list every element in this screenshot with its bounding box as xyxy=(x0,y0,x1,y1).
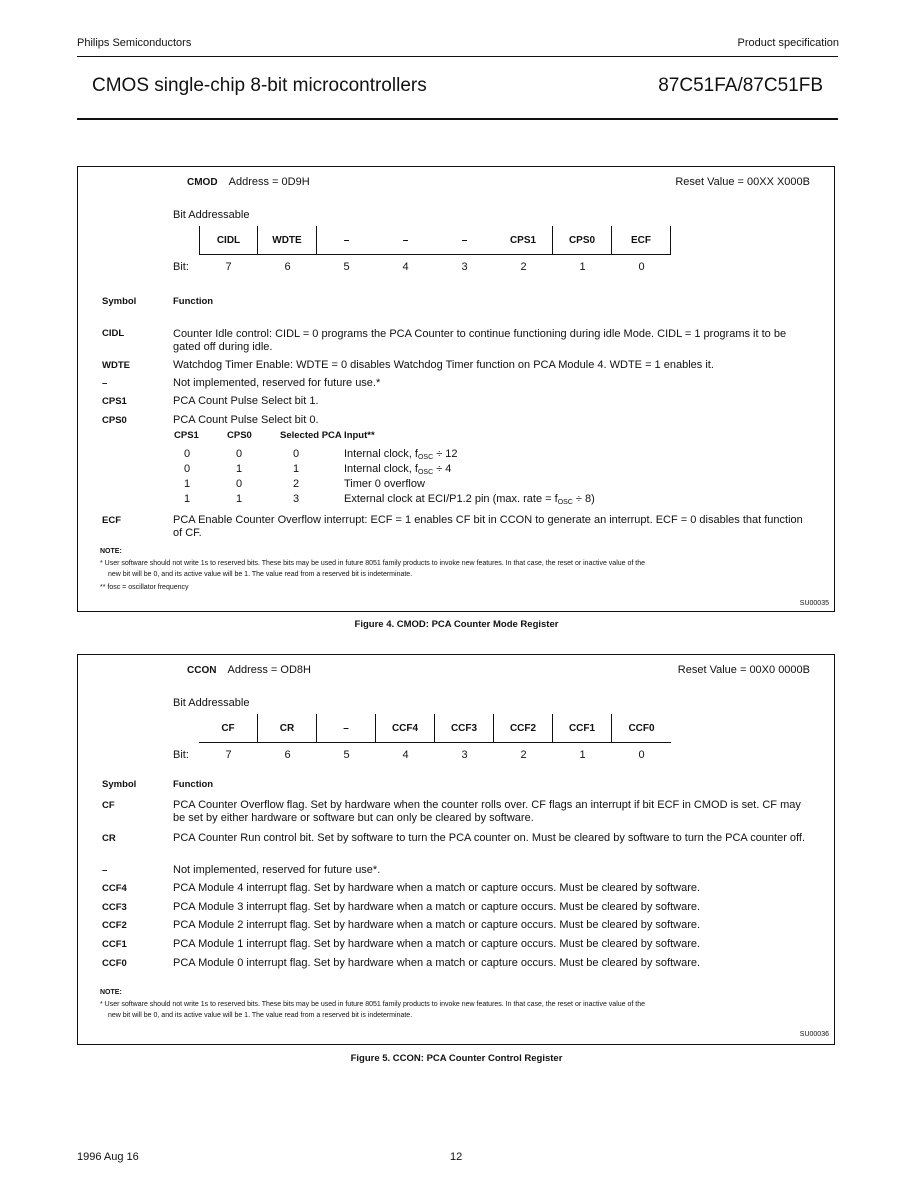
function-ccf3: PCA Module 3 interrupt flag. Set by hardware when a match or capture occurs. Must be cleared by software. xyxy=(173,901,701,913)
bit-number: 2 xyxy=(520,749,527,761)
bit-number: 3 xyxy=(461,749,468,761)
header-rule-bottom xyxy=(77,118,838,120)
bit-cell: CCF4 xyxy=(376,714,435,742)
bit-number: 0 xyxy=(638,749,645,761)
symbol-cps0: CPS0 xyxy=(102,415,127,426)
bit-addressable-label: Bit Addressable xyxy=(173,209,250,221)
note-title: NOTE: xyxy=(100,989,122,996)
register-header xyxy=(187,664,311,676)
note-2: ** fosc = oscillator frequency xyxy=(100,584,189,591)
note-1-cont: new bit will be 0, and its active value will be 1. The value read from a reserved bit is indeterminate. xyxy=(108,571,413,578)
bit-cell: CIDL xyxy=(199,226,258,254)
function-wdte: Watchdog Timer Enable: WDTE = 0 disables Watchdog Timer function on PCA Module 4. WDTE = 1 enables it. xyxy=(173,359,714,371)
figure-ccon xyxy=(77,654,835,1045)
page-number: 12 xyxy=(450,1151,463,1163)
register-bit-row xyxy=(199,226,671,255)
bit-label: Bit: xyxy=(173,261,189,273)
bit-cell: – xyxy=(317,714,376,742)
bit-cell: – xyxy=(343,234,350,246)
symbol-header: Symbol xyxy=(102,296,137,307)
bit-cell: CF xyxy=(199,714,258,742)
doc-type: Product specification xyxy=(737,37,839,49)
symbol-ccf3: CCF3 xyxy=(102,902,127,913)
cps-cell: 3 xyxy=(293,493,300,505)
bit-label: Bit: xyxy=(173,749,189,761)
reset-value: Reset Value = 00XX X000B xyxy=(675,176,810,188)
bit-number: 4 xyxy=(402,749,409,761)
figure-code: SU00035 xyxy=(799,600,829,607)
bit-cell: CR xyxy=(258,714,317,742)
function-cps1: PCA Count Pulse Select bit 1. xyxy=(173,395,319,407)
bit-cell: CPS0 xyxy=(553,226,612,254)
symbol-wdte: WDTE xyxy=(102,360,130,371)
cps-cell: 1 xyxy=(184,478,191,490)
cps-desc: Timer 0 overflow xyxy=(344,478,425,490)
cps-cell: 0 xyxy=(184,463,191,475)
bit-number: 5 xyxy=(343,261,350,273)
cps-cell: 1 xyxy=(293,463,300,475)
header-rule-top xyxy=(77,56,838,57)
cps-table-header-cps0: CPS0 xyxy=(227,430,252,441)
function-cf: PCA Counter Overflow flag. Set by hardware when the counter rolls over. CF flags an interrupt if bit ECF in CMOD is set. CF may be set by either hardware or software but can only be cleared by software. xyxy=(173,799,801,824)
bit-number: 3 xyxy=(461,261,468,273)
symbol-cps1: CPS1 xyxy=(102,396,127,407)
register-name: CCON xyxy=(187,665,217,676)
symbol-cf: CF xyxy=(102,800,115,811)
footer-date: 1996 Aug 16 xyxy=(77,1151,139,1163)
function-header: Function xyxy=(173,779,214,790)
bit-number: 1 xyxy=(579,749,586,761)
function-cps0: PCA Count Pulse Select bit 0. xyxy=(173,414,319,426)
cps-desc: Internal clock, $f_{OSC} \div 4$ xyxy=(344,463,452,476)
bit-number: 0 xyxy=(638,261,645,273)
function-cidl: Counter Idle control: CIDL = 0 programs the PCA Counter to continue functioning during idle Mode. CIDL = 1 programs it to be gated off during idle. xyxy=(173,328,787,353)
function-reserved: Not implemented, reserved for future use*. xyxy=(173,864,381,876)
symbol-ccf2: CCF2 xyxy=(102,920,127,931)
bit-cell: – xyxy=(402,234,409,246)
function-ccf2: PCA Module 2 interrupt flag. Set by hardware when a match or capture occurs. Must be cleared by software. xyxy=(173,919,701,931)
cps-cell: 1 xyxy=(236,463,243,475)
bit-number-row xyxy=(199,749,671,761)
function-ccf4: PCA Module 4 interrupt flag. Set by hardware when a match or capture occurs. Must be cleared by software. xyxy=(173,882,701,894)
bit-number: 7 xyxy=(225,261,232,273)
function-reserved: Not implemented, reserved for future use.* xyxy=(173,377,381,389)
figure-4-caption: Figure 4. CMOD: PCA Counter Mode Register xyxy=(354,619,559,630)
bit-addressable-label: Bit Addressable xyxy=(173,697,250,709)
cps-desc: External clock at ECI/P1.2 pin (max. rate = $f_{OSC} \div 8$) xyxy=(344,493,595,506)
register-address: Address = 0D9H xyxy=(228,176,310,188)
note-1-cont: new bit will be 0, and its active value will be 1. The value read from a reserved bit is indeterminate. xyxy=(108,1012,413,1019)
bit-cell: ECF xyxy=(612,226,671,254)
symbol-reserved: – xyxy=(102,865,108,876)
symbol-reserved: – xyxy=(102,378,108,389)
cps-table-header-cps1: CPS1 xyxy=(174,430,199,441)
bit-number: 6 xyxy=(284,749,291,761)
function-header: Function xyxy=(173,296,214,307)
cps-cell: 0 xyxy=(236,448,243,460)
symbol-ccf1: CCF1 xyxy=(102,939,127,950)
symbol-cidl: CIDL xyxy=(102,328,125,339)
bit-number: 5 xyxy=(343,749,350,761)
bit-cell: CCF3 xyxy=(435,714,494,742)
register-address: Address = OD8H xyxy=(227,664,311,676)
register-header xyxy=(187,176,310,188)
bit-cell: – xyxy=(461,234,468,246)
note-1: * User software should not write 1s to reserved bits. These bits may be used in future 8051 family products to invoke new features. In that case, the reset or inactive value of the xyxy=(100,560,645,567)
bit-cell: WDTE xyxy=(258,226,317,254)
page-title: CMOS single-chip 8-bit microcontrollers xyxy=(92,75,427,96)
part-number: 87C51FA/87C51FB xyxy=(658,75,823,96)
bit-number: 2 xyxy=(520,261,527,273)
function-ecf: PCA Enable Counter Overflow interrupt: ECF = 1 enables CF bit in CCON to generate an interrupt. ECF = 0 disables that function of CF. xyxy=(173,514,803,539)
bit-number: 7 xyxy=(225,749,232,761)
function-ccf0: PCA Module 0 interrupt flag. Set by hardware when a match or capture occurs. Must be cleared by software. xyxy=(173,957,701,969)
cps-cell: 0 xyxy=(184,448,191,460)
figure-code: SU00036 xyxy=(799,1031,829,1038)
bit-cell: CPS1 xyxy=(494,226,553,254)
cps-cell: 0 xyxy=(236,478,243,490)
note-title: NOTE: xyxy=(100,548,122,555)
figure-5-caption: Figure 5. CCON: PCA Counter Control Register xyxy=(350,1053,563,1064)
symbol-header: Symbol xyxy=(102,779,137,790)
note-1: * User software should not write 1s to reserved bits. These bits may be used in future 8051 family products to invoke new features. In that case, the reset or inactive value of the xyxy=(100,1001,645,1008)
reset-value: Reset Value = 00X0 0000B xyxy=(677,664,810,676)
bit-cell: CCF0 xyxy=(628,722,655,734)
cps-table-header-input: Selected PCA Input** xyxy=(280,430,375,441)
cps-desc: Internal clock, $f_{OSC} \div 12$ xyxy=(344,448,458,461)
bit-number: 6 xyxy=(284,261,291,273)
cps-cell: 1 xyxy=(184,493,191,505)
register-bit-row xyxy=(199,714,671,743)
symbol-ecf: ECF xyxy=(102,515,121,526)
company-name: Philips Semiconductors xyxy=(77,37,192,49)
cps-cell: 2 xyxy=(293,478,300,490)
cps-cell: 0 xyxy=(293,448,300,460)
cps-cell: 1 xyxy=(236,493,243,505)
bit-number-row xyxy=(199,261,671,273)
bit-cell: CCF2 xyxy=(494,714,553,742)
symbol-ccf4: CCF4 xyxy=(102,883,127,894)
bit-number: 1 xyxy=(579,261,586,273)
register-name: CMOD xyxy=(187,177,218,188)
symbol-ccf0: CCF0 xyxy=(102,958,127,969)
bit-number: 4 xyxy=(402,261,409,273)
figure-cmod xyxy=(77,166,835,612)
function-ccf1: PCA Module 1 interrupt flag. Set by hardware when a match or capture occurs. Must be cleared by software. xyxy=(173,938,701,950)
bit-cell: CCF1 xyxy=(553,714,612,742)
function-cr: PCA Counter Run control bit. Set by software to turn the PCA counter on. Must be cleared by software to turn the PCA counter off. xyxy=(173,832,806,844)
symbol-cr: CR xyxy=(102,833,116,844)
